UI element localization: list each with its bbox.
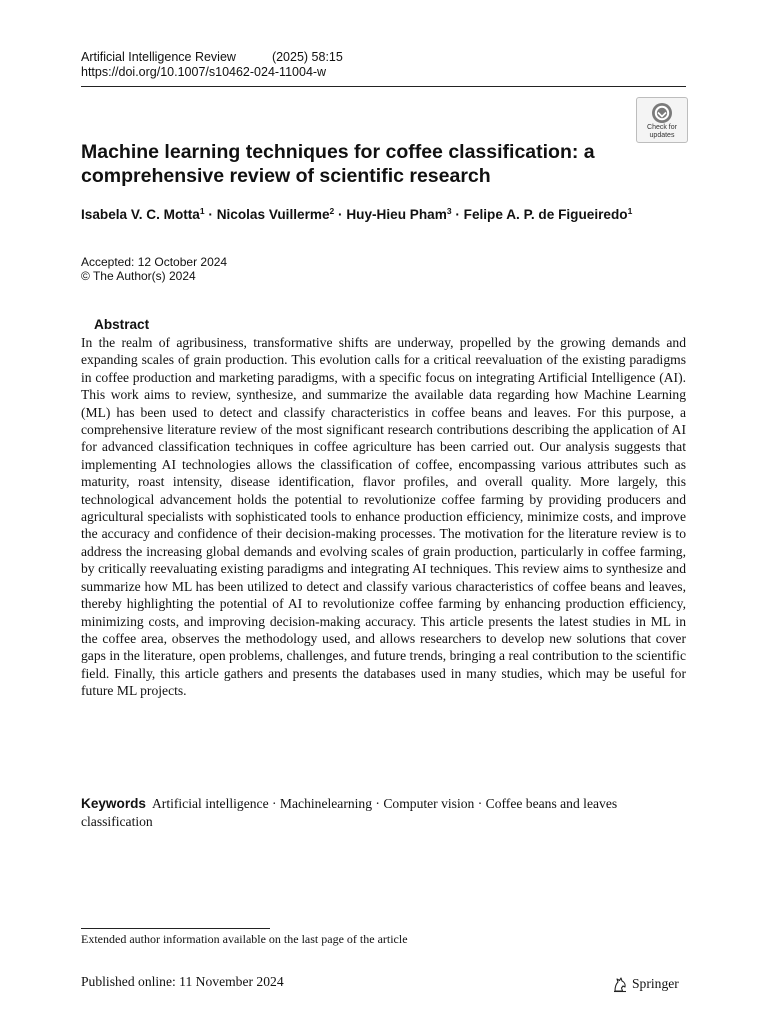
header-divider xyxy=(81,86,686,87)
affiliation-mark: 2 xyxy=(329,206,335,216)
springer-horse-icon xyxy=(612,976,628,993)
copyright-notice: © The Author(s) 2024 xyxy=(81,269,196,283)
author-name[interactable]: Felipe A. P. de Figueiredo xyxy=(463,207,628,222)
author-separator: · xyxy=(451,207,464,222)
keywords-list: Artificial intelligence · Machinelearning · Computer vision · Coffee beans and leaves classification xyxy=(81,796,618,829)
check-for-updates-line1: Check for xyxy=(647,124,677,131)
author-separator: · xyxy=(204,207,217,222)
publisher-logo[interactable] xyxy=(612,975,679,993)
abstract-text: In the realm of agribusiness, transformative shifts are underway, propelled by the growing demands and expanding scales of grain production. This evolution calls for a critical reevaluation of the existing paradigms in coffee production and marketing paradigms, with a specific focus on integrating Artificial Intelligence (AI). This work aims to review, synthesize, and summarize the available data regarding how Machine Learning (ML) has been used to detect and classify characteristics in coffee beans and leaves. For this purpose, a comprehensive literature review of the most significant research contributions describing the application of AI for advanced classification techniques in coffee agriculture has been carried out. Our analysis suggests that implementing AI technologies allows the classification of coffee, encompassing various attributes such as maturity, roast intensity, disease identification, flavor profiles, and overall quality. More largely, this technological advancement holds the potential to revolutionize coffee farming by providing producers and agricultural specialists with sophisticated tools to enhance production efficiency, minimize costs, and improve the accuracy and confidence of their decision-making processes. The motivation for the literature review is to address the increasing global demands and evolving scales of grain production, particularly in coffee farming, by critically reevaluating existing paradigms and integrating AI techniques. This review aims to synthesize and summarize how ML has been utilized to detect and classify various characteristics of coffee beans and leaves, thereby highlighting the potential of AI to revolutionize coffee farming by enhancing production efficiency, minimizing costs, and improving decision-making accuracy. This article presents the latest studies in ML in the coffee area, observes the methodology used, and allows researchers to develop new solutions that cover gaps in the literature, open problems, challenges, and future trends, bringing a real contribution to the scientific field. Finally, this article gathers and presents the databases used in many studies, which may be useful for future ML projects. xyxy=(81,335,686,699)
keywords-label: Keywords xyxy=(81,796,146,811)
volume-info: (2025) 58:15 xyxy=(271,50,343,64)
author-info-footnote: Extended author information available on the last page of the article xyxy=(81,932,408,946)
author-name[interactable]: Nicolas Vuillerme xyxy=(216,207,330,222)
accepted-date: Accepted: 12 October 2024 xyxy=(81,255,228,269)
journal-header xyxy=(81,50,343,65)
check-for-updates-button[interactable] xyxy=(636,97,688,143)
footnote-divider xyxy=(81,928,270,929)
abstract-heading: Abstract xyxy=(94,317,150,332)
affiliation-mark: 1 xyxy=(199,206,205,216)
doi-link[interactable]: https://doi.org/10.1007/s10462-024-11004-w xyxy=(81,65,327,79)
journal-name: Artificial Intelligence Review xyxy=(81,50,236,64)
author-list xyxy=(81,206,632,222)
publisher-name: Springer xyxy=(632,976,679,991)
check-for-updates-line2: updates xyxy=(649,131,675,139)
author-name[interactable]: Isabela V. C. Motta xyxy=(81,207,200,222)
affiliation-mark: 3 xyxy=(446,206,452,216)
article-title: Machine learning techniques for coffee classification: a comprehensive review of scientific research xyxy=(81,141,595,187)
author-name[interactable]: Huy-Hieu Pham xyxy=(346,207,447,222)
check-for-updates-icon xyxy=(651,102,673,124)
author-separator: · xyxy=(334,207,347,222)
keywords-section xyxy=(81,795,686,830)
affiliation-mark: 1 xyxy=(627,206,633,216)
published-online-date: Published online: 11 November 2024 xyxy=(81,974,284,989)
